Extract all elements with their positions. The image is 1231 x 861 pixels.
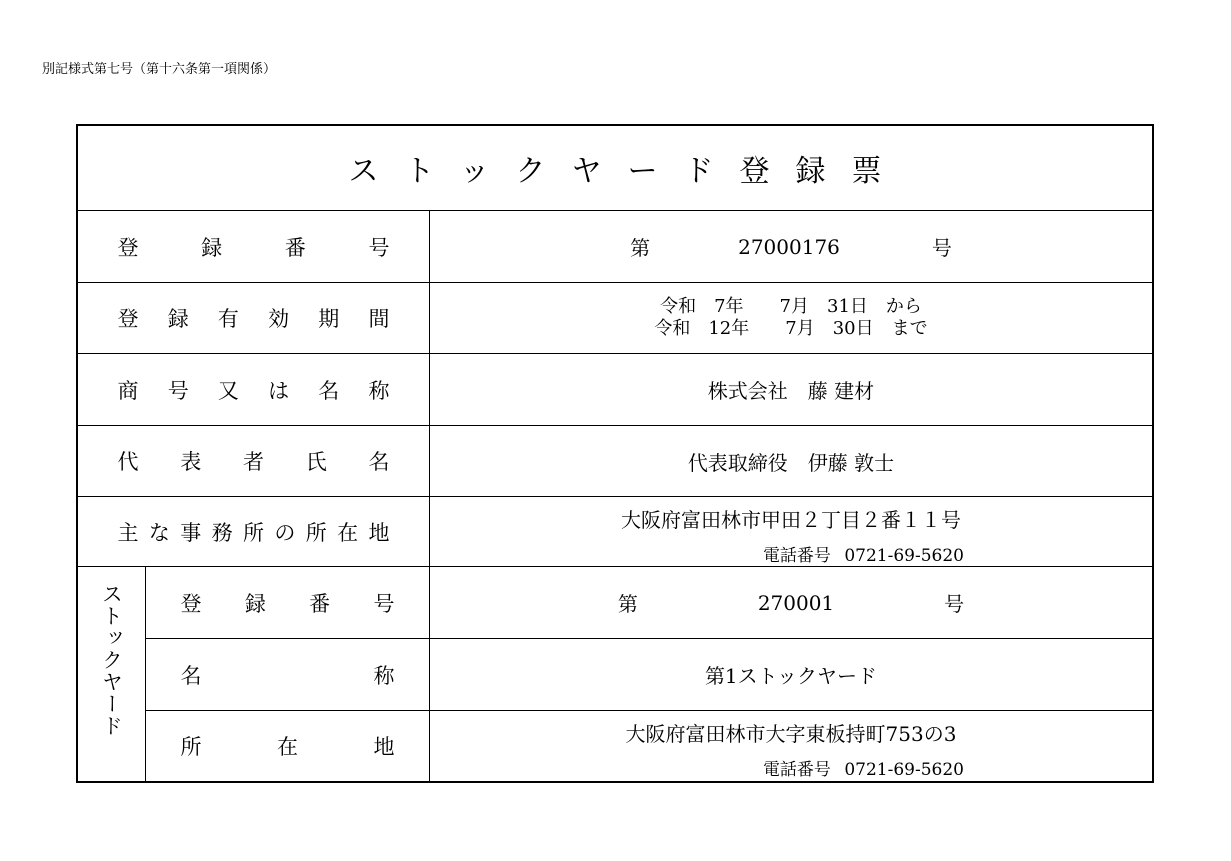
validity-period-row — [78, 283, 1152, 354]
representative-label: 代 表 者 氏 名 — [117, 450, 390, 474]
validity-end: 令和 12年 7月 30日 まで — [654, 318, 928, 339]
main-office-phone-label: 電話番号 — [762, 545, 831, 566]
registration-number-prefix: 第 — [630, 236, 651, 260]
stockyard-registration-row — [146, 567, 1152, 639]
title-row — [78, 126, 1152, 211]
stockyard-location-address: 大阪府富田林市大字東板持町753の3 — [625, 722, 957, 746]
stockyard-side-text: ストックヤード — [99, 583, 124, 737]
stockyard-location-phone-label: 電話番号 — [762, 760, 831, 780]
main-office-phone-number: 0721-69-5620 — [844, 545, 964, 566]
registration-number-suffix: 号 — [931, 236, 952, 260]
business-name-row — [78, 354, 1152, 426]
representative-row — [78, 426, 1152, 497]
stockyard-location-row — [146, 711, 1152, 781]
stockyard-registration-value — [618, 588, 964, 617]
validity-start: 令和 7年 7月 31日 から — [660, 296, 922, 317]
registration-number: 27000176 — [738, 234, 840, 259]
stockyard-registration-prefix: 第 — [617, 592, 638, 616]
form-reference: 別記様式第七号（第十六条第一項関係） — [42, 62, 277, 77]
business-name-value: 株式会社 藤 建材 — [707, 379, 875, 403]
form-title: ストックヤード登録票 — [348, 154, 908, 189]
stockyard-location-phone — [763, 755, 964, 780]
business-name-label: 商 号 又 は 名 称 — [117, 378, 390, 403]
stockyard-name-label: 名 称 — [180, 663, 395, 688]
stockyard-name-row — [146, 639, 1152, 711]
main-office-address: 大阪府富田林市甲田２丁目２番１１号 — [621, 507, 961, 532]
registration-form-table — [76, 124, 1154, 783]
stockyard-side-label — [78, 567, 146, 781]
main-office-label: 主 な 事 務 所 の 所 在 地 — [117, 520, 390, 545]
main-office-row — [78, 497, 1152, 567]
main-office-phone — [763, 541, 964, 566]
registration-number-row — [78, 211, 1152, 283]
representative-value: 代表取締役 伊藤 敦士 — [687, 450, 895, 475]
validity-period-label: 登 録 有 効 期 間 — [117, 307, 390, 331]
stockyard-registration-suffix: 号 — [944, 592, 965, 616]
stockyard-location-label: 所 在 地 — [180, 735, 395, 759]
stockyard-location-phone-number: 0721-69-5620 — [844, 760, 964, 780]
registration-number-value — [630, 232, 952, 261]
registration-number-label: 登 録 番 号 — [117, 235, 390, 260]
stockyard-name-value: 第1ストックヤード — [704, 664, 878, 688]
stockyard-registration-label: 登 録 番 号 — [180, 591, 395, 616]
stockyard-registration-number: 270001 — [757, 590, 835, 615]
